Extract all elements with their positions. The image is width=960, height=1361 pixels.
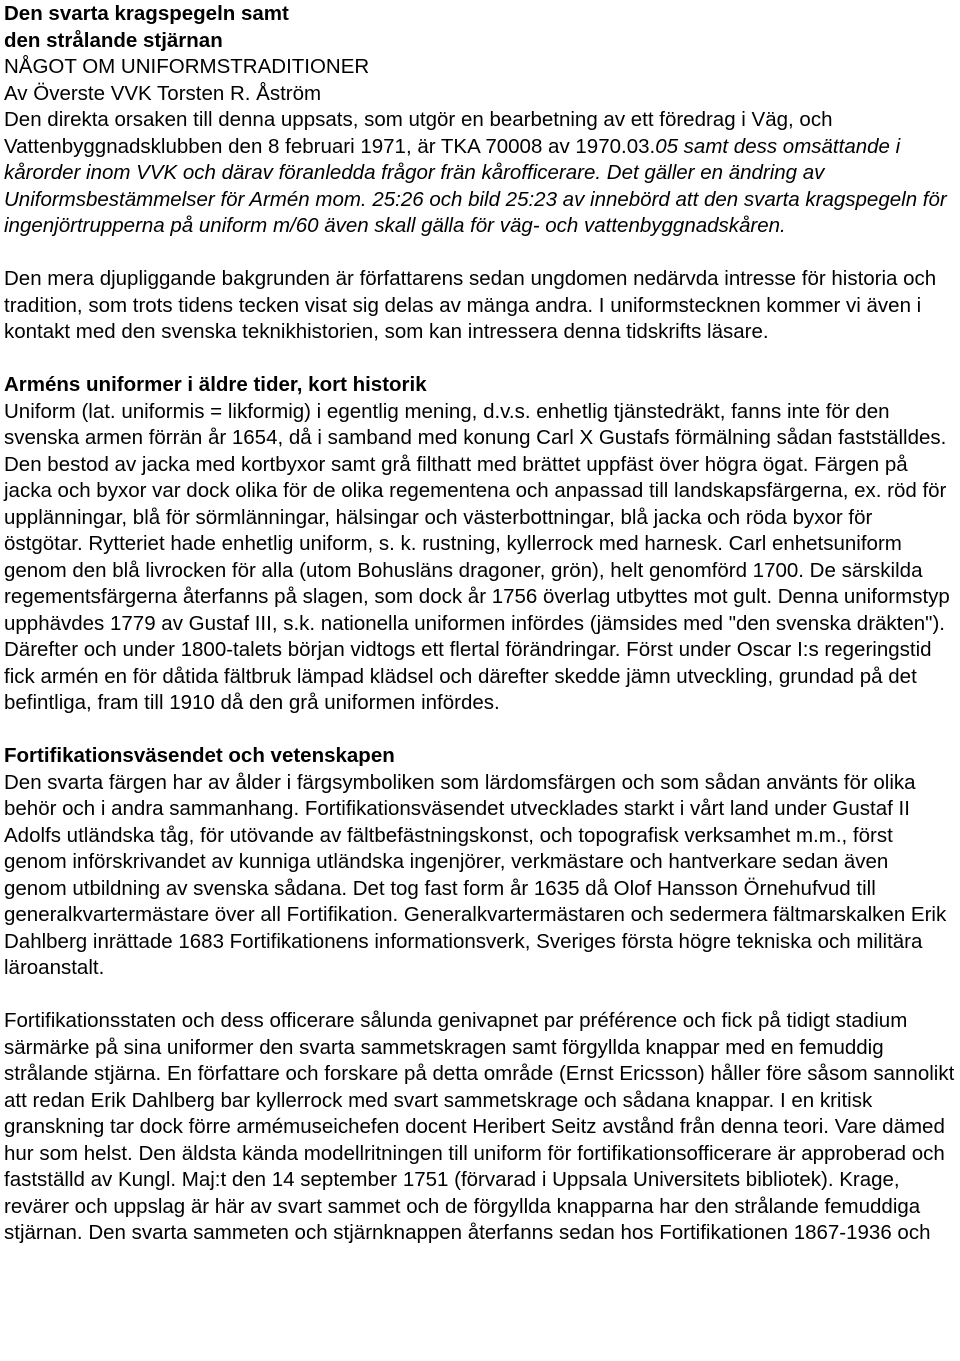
intro-upright-text: Den direkta orsaken till denna uppsats, som utgör en bearbetning av ett föredrag i Väg, och Vattenbyggnadsklubben den 8 februari 1971, är TKA 70008 av 1970.03. bbox=[4, 108, 833, 158]
background-paragraph: Den mera djupliggande bakgrunden är författarens sedan ungdomen nedärvda intresse för historia och tradition, som trots tidens tecken visat sig delas av mänga andra. I uniformstecknen kommer vi även i kontakt med den svenska teknikhistorien, som kan intressera denna tidskrifts läsare. bbox=[4, 267, 937, 343]
section-body-uniform-history: Uniform (lat. uniformis = likformig) i egentlig mening, d.v.s. enhetlig tjänstedräkt, fanns inte för den svenska armen förrän år 1654, då i samband med konung Carl X Gustafs förmälning sådan fastställdes. Den bestod av jacka med kortbyxor samt grå filthatt med brättet uppfäst över högra ögat. Färgen på jacka och byxor var dock olika för de olika regementena och anpassad till landskapsfärgerna, ex. röd för upplänningar, blå för sörmlänningar, hälsingar och västerbottningar, blå jacka och röda byxor för östgötar. Rytteriet hade enhetlig uniform, s. k. rustning, kyllerrock med harnesk. Carl enhetsuniform genom den blå livrocken för alla (utom Bohusläns dragoner, grön), helt genomförd 1700. De särskilda regementsfärgerna återfanns på slagen, som dock år 1756 överlag utbyttes mot gult. Denna uniformstyp upphävdes 1779 av Gustaf III, s.k. nationella uniformen infördes (jämsides med "den svenska dräkten"). Därefter och under 1800-talets början vidtogs ett flertal förändringar. Först under Oscar I:s regeringstid fick armén en för dåtida fältbruk lämpad klädsel och därefter skedde jämn utveckling, grundad på det befintliga, fram till 1910 då den grå uniformen infördes. bbox=[4, 399, 950, 714]
paragraph-gap bbox=[4, 240, 956, 267]
document-page bbox=[0, 1, 960, 1361]
intro-paragraph bbox=[4, 107, 956, 240]
paragraph-gap bbox=[4, 982, 956, 1009]
title-block bbox=[4, 1, 956, 107]
intro-italic-text: 05 samt dess omsättande i kårorder inom VVK och därav föranledda frågor frän kårofficerare. Det gäller en ändring av Uniformsbestämmelser för Armén mom. 25:26 och bild 25:23 av innebörd att den svarta kragspegeln för ingenjörtrupperna på uniform m/60 även skall gälla för väg- och vattenbyggnadskåren. bbox=[4, 134, 947, 237]
document-title-line-2: den strålande stjärnan bbox=[4, 28, 223, 52]
paragraph-gap bbox=[4, 717, 956, 744]
section-body-fortification: Den svarta färgen har av ålder i färgsymboliken som lärdomsfärgen och som sådan använts för olika behör och i andra sammanhang. Fortifikationsväsendet utvecklades starkt i vårt land under Gustaf II Adolfs utländska tåg, för utövande av fältbefästningskonst, och topografisk verksamhet m.m., först genom införskrivandet av kunniga utländska ingenjörer, verkmästare och hantverkare sedan även genom utbildning av svenska sådana. Det tog fast form år 1635 då Olof Hansson Örnehufvud till generalkvartermästare över all Fortifikation. Generalkvartermästaren och sedermera fältmarskalken Erik Dahlberg inrättade 1683 Fortifikationens informationsverk, Sveriges första högre tekniska och militära läroanstalt. bbox=[4, 770, 947, 979]
section-heading-fortification: Fortifikationsväsendet och vetenskapen bbox=[4, 744, 395, 767]
section-body-fortification-continued: Fortifikationsstaten och dess officerare sålunda genivapnet par préférence och fick på tidigt stadium särmärke på sina uniformer den svarta sammetskragen samt förgyllda knappar med en femuddig strålande stjärna. En författare och forskare på detta område (Ernst Ericsson) håller före såsom sannolikt att redan Erik Dahlberg bar kyllerrock med svart sammetskrage och sådana knappar. I en kritisk granskning tar dock förre armémuseichefen docent Heribert Seitz avstånd från denna teori. Vare dämed hur som helst. Den äldsta kända modellritningen till uniform för fortifikationsofficerare är approberad och fastställd av Kungl. Maj:t den 14 september 1751 (förvarad i Uppsala Universitets bibliotek). Krage, revärer och uppslag är här av svart sammet och de förgyllda knapparna har den strålande femuddiga stjärnan. Den svarta sammeten och stjärnknappen återfanns sedan hos Fortifikationen 1867-1936 och bbox=[4, 1009, 955, 1244]
document-subtitle: NÅGOT OM UNIFORMSTRADITIONER bbox=[4, 55, 370, 78]
section-heading-uniform-history: Arméns uniformer i äldre tider, kort historik bbox=[4, 373, 427, 396]
paragraph-gap bbox=[4, 346, 956, 373]
document-author: Av Överste VVK Torsten R. Åström bbox=[4, 81, 322, 105]
document-title-line-1: Den svarta kragspegeln samt bbox=[4, 2, 289, 25]
